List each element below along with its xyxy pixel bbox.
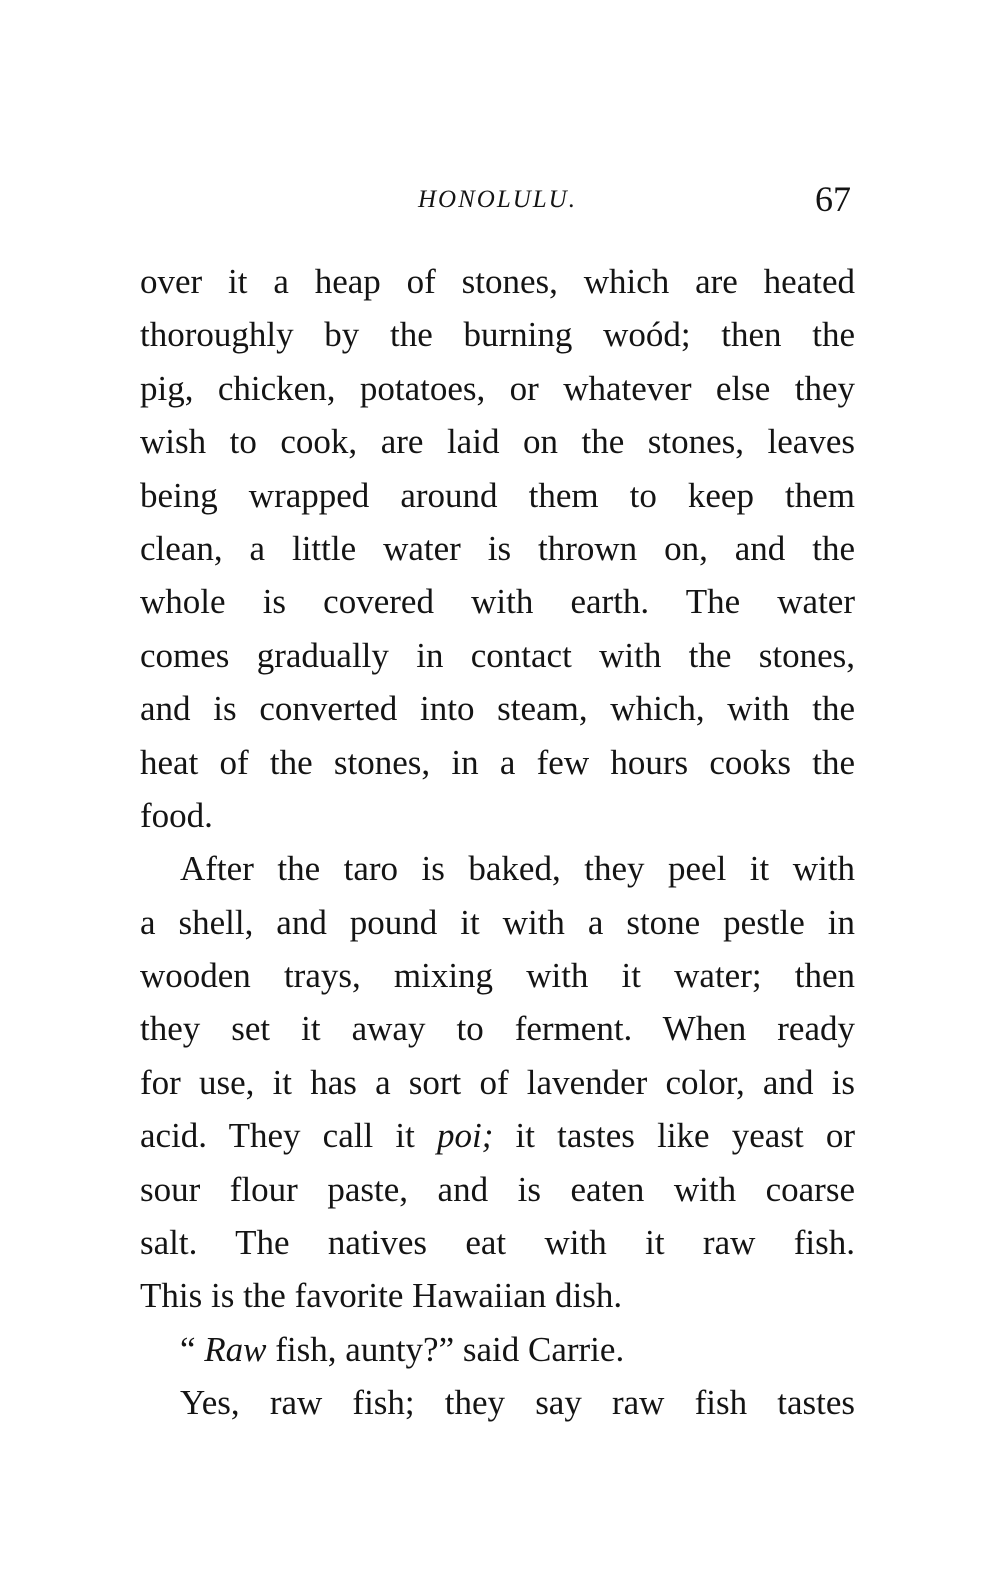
body-text: [140, 255, 855, 1430]
italic-word-poi: poi;: [436, 1116, 494, 1156]
text-line: and is converted into steam, which, with the: [140, 689, 855, 729]
running-title: HONOLULU.: [417, 186, 577, 213]
page-header: [140, 178, 855, 228]
text-line: [140, 1109, 855, 1162]
text-line: [140, 1323, 855, 1376]
text-line: they set it away to ferment. When ready: [140, 1009, 855, 1049]
page-number: 67: [815, 179, 851, 219]
text-line: thoroughly by the burning woód; then the: [140, 315, 855, 355]
text-segment: it tastes like yeast or: [493, 1116, 855, 1156]
text-line: This is the favorite Hawaiian dish.: [140, 1276, 623, 1316]
text-line: clean, a little water is thrown on, and the: [140, 528, 855, 568]
text-line: comes gradually in contact with the stones,: [140, 635, 855, 675]
text-line: over it a heap of stones, which are heated: [140, 262, 855, 301]
text-line: pig, chicken, potatoes, or whatever else they: [140, 368, 855, 408]
text-segment: fish, aunty?” said Carrie.: [266, 1329, 625, 1369]
text-line: heat of the stones, in a few hours cooks the: [140, 742, 855, 782]
text-line: food.: [140, 795, 213, 835]
text-line: being wrapped around them to keep them: [140, 475, 855, 515]
text-line: After the taro is baked, they peel it with: [180, 849, 855, 889]
text-line: sour flour paste, and is eaten with coarse: [140, 1169, 855, 1209]
text-line: wish to cook, are laid on the stones, leaves: [140, 422, 855, 462]
text-segment: acid. They call it: [140, 1116, 437, 1156]
text-line: Yes, raw fish; they say raw fish tastes: [180, 1383, 855, 1423]
italic-word-raw: Raw: [204, 1329, 267, 1369]
text-line: salt. The natives eat with it raw fish.: [140, 1223, 855, 1263]
text-segment: “: [180, 1329, 205, 1369]
text-line: a shell, and pound it with a stone pestle in: [140, 902, 855, 942]
text-line: for use, it has a sort of lavender color, and is: [140, 1062, 855, 1102]
text-line: whole is covered with earth. The water: [140, 582, 855, 622]
text-line: wooden trays, mixing with it water; then: [140, 956, 855, 996]
